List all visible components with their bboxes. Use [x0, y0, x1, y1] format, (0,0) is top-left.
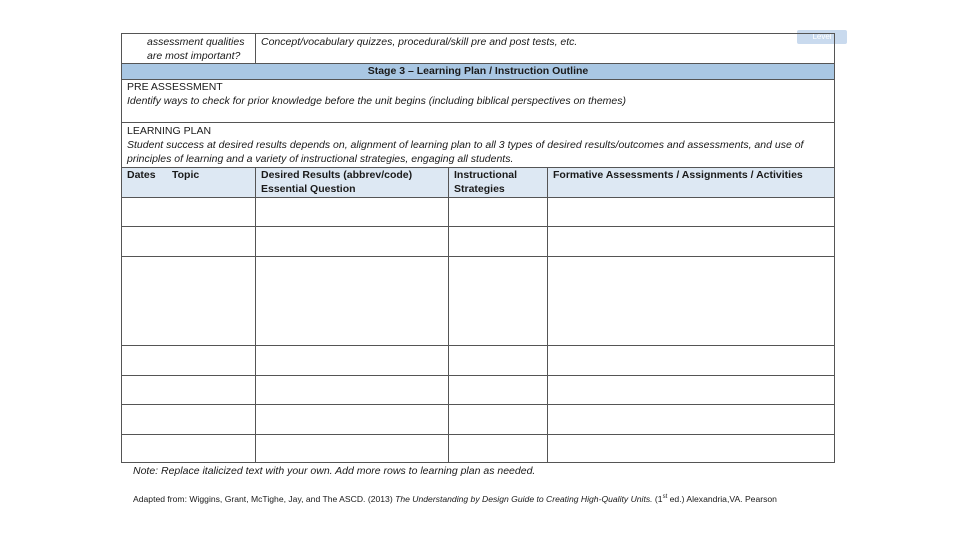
- learning-plan-heading: LEARNING PLAN: [127, 125, 212, 137]
- citation-edition: (1: [652, 494, 663, 504]
- divider: [122, 122, 834, 123]
- table-row: [122, 226, 834, 227]
- stage-title: Stage 3 – Learning Plan / Instruction Outline: [367, 65, 589, 77]
- table-row: [122, 345, 834, 346]
- learning-plan-text-2: principles of learning and a variety of instructional strategies, engaging all students.: [127, 153, 514, 165]
- header-topic: Topic: [172, 169, 200, 181]
- table-row: [122, 404, 834, 405]
- table-row: [122, 197, 834, 198]
- divider: [122, 63, 834, 64]
- column-divider: [448, 167, 449, 463]
- pre-assessment-heading: PRE ASSESSMENT: [127, 81, 223, 93]
- header-instructional-line-1: Instructional: [454, 169, 518, 181]
- assessment-qualities-value: Concept/vocabulary quizzes, procedural/skill pre and post tests, etc.: [261, 36, 578, 48]
- header-desired-results-line-1: Desired Results (abbrev/code): [261, 169, 413, 181]
- table-row: [122, 375, 834, 376]
- note-text: Note: Replace italicized text with your own. Add more rows to learning plan as needed.: [133, 465, 536, 477]
- level-badge: Level: [797, 30, 847, 44]
- pre-assessment-text: Identify ways to check for prior knowledge before the unit begins (including biblical perspectives on themes): [127, 95, 627, 107]
- divider: [255, 34, 256, 63]
- assessment-qualities-label: [147, 35, 244, 63]
- header-formative-assessments: Formative Assessments / Assignments / Activities: [553, 169, 803, 181]
- header-instructional-line-2: Strategies: [454, 183, 505, 195]
- table-row: [122, 256, 834, 257]
- learning-plan-text-1: Student success at desired results depends on, alignment of learning plan to all 3 types of desired results/outcomes and assessments, and use of: [127, 139, 804, 151]
- table-row: [122, 434, 834, 435]
- column-divider: [547, 167, 548, 463]
- citation-prefix: Adapted from: Wiggins, Grant, McTighe, Jay, and The ASCD. (2013): [133, 494, 396, 504]
- header-essential-question: Essential Question: [261, 183, 356, 195]
- citation-title: The Understanding by Design Guide to Creating High-Quality Units.: [395, 494, 653, 504]
- citation: [133, 494, 777, 504]
- label-line-2: are most important?: [147, 50, 241, 62]
- label-line-1: assessment qualities: [147, 36, 245, 48]
- unit-plan-table: [121, 33, 835, 463]
- column-divider: [255, 167, 256, 463]
- header-dates: Dates: [127, 169, 156, 181]
- header-desired-results: [261, 168, 412, 196]
- divider: [122, 79, 834, 80]
- citation-publisher: ed.) Alexandria,VA. Pearson: [667, 494, 777, 504]
- header-instructional-strategies: [454, 168, 517, 196]
- citation-edition-sup: st: [662, 494, 668, 501]
